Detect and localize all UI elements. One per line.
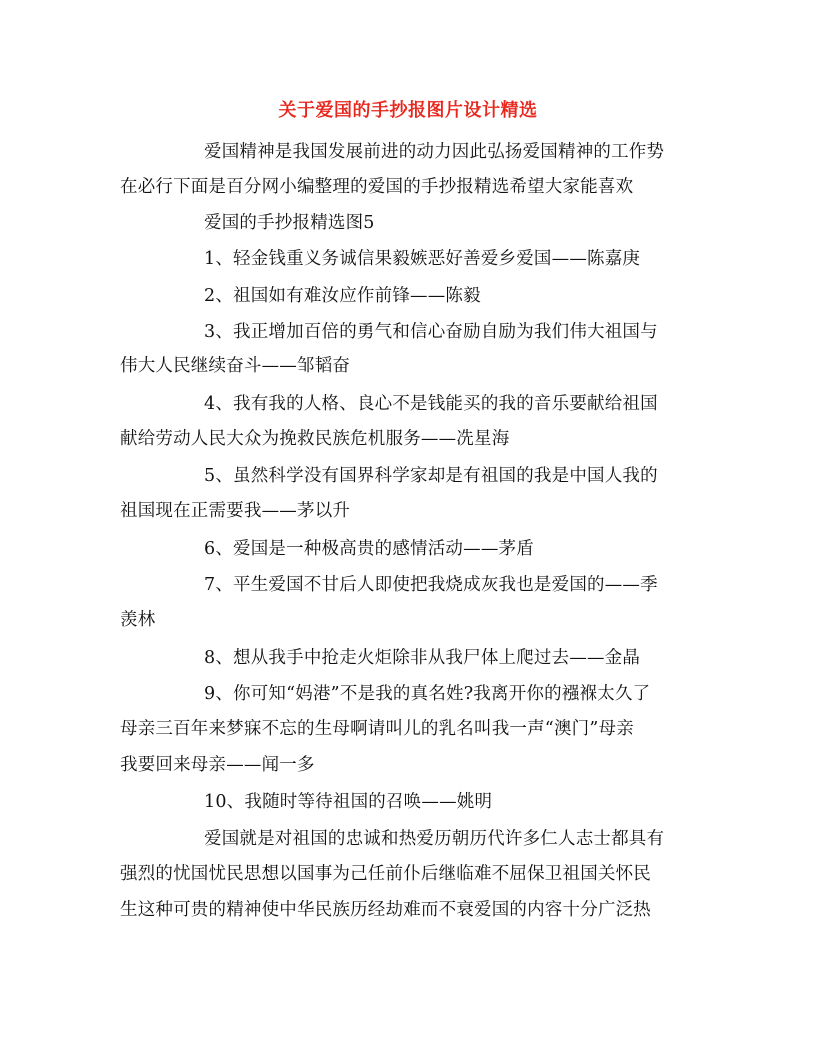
quote-line: 9、你可知“妈港”不是我的真名姓?我离开你的襁褓太久了 [204, 684, 651, 704]
quote-line: 5、虽然科学没有国界科学家却是有祖国的我是中国人我的 [204, 466, 658, 486]
paragraph-line: 爱国的手抄报精选图5 [204, 213, 375, 233]
quote-line: 1、轻金钱重义务诚信果毅嫉恶好善爱乡爱国——陈嘉庚 [204, 249, 641, 269]
quote-line: 我要回来母亲——闻一多 [120, 755, 315, 775]
quote-line: 7、平生爱国不甘后人即使把我烧成灰我也是爱国的——季 [204, 575, 658, 595]
quote-line: 3、我正增加百倍的勇气和信心奋励自励为我们伟大祖国与 [204, 322, 658, 342]
document-title: 关于爱国的手抄报图片设计精选 [278, 100, 538, 121]
quote-line: 4、我有我的人格、良心不是钱能买的我的音乐要献给祖国 [204, 394, 658, 414]
quote-line: 2、祖国如有难汝应作前锋——陈毅 [204, 286, 481, 306]
quote-line: 10、我随时等待祖国的召唤——姚明 [204, 792, 493, 812]
paragraph-line: 爱国就是对祖国的忠诚和热爱历朝历代许多仁人志士都具有 [204, 829, 665, 849]
paragraph-line: 在必行下面是百分网小编整理的爱国的手抄报精选希望大家能喜欢 [120, 177, 634, 197]
quote-line: 伟大人民继续奋斗——邹韬奋 [120, 356, 351, 376]
quote-line: 献给劳动人民大众为挽救民族危机服务——冼星海 [120, 429, 510, 449]
quote-line: 母亲三百年来梦寐不忘的生母啊请叫儿的乳名叫我一声“澳门”母亲 [120, 719, 634, 739]
quote-line: 祖国现在正需要我——茅以升 [120, 501, 351, 521]
paragraph-line: 生这种可贵的精神使中华民族历经劫难而不衰爱国的内容十分广泛热 [120, 900, 651, 920]
paragraph-line: 爱国精神是我国发展前进的动力因此弘扬爱国精神的工作势 [204, 142, 665, 162]
quote-line: 羡林 [120, 610, 156, 630]
paragraph-line: 强烈的忧国忧民思想以国事为己任前仆后继临难不屈保卫祖国关怀民 [120, 864, 651, 884]
quote-line: 8、想从我手中抢走火炬除非从我尸体上爬过去——金晶 [204, 648, 641, 668]
quote-line: 6、爱国是一种极高贵的感情活动——茅盾 [204, 539, 534, 559]
